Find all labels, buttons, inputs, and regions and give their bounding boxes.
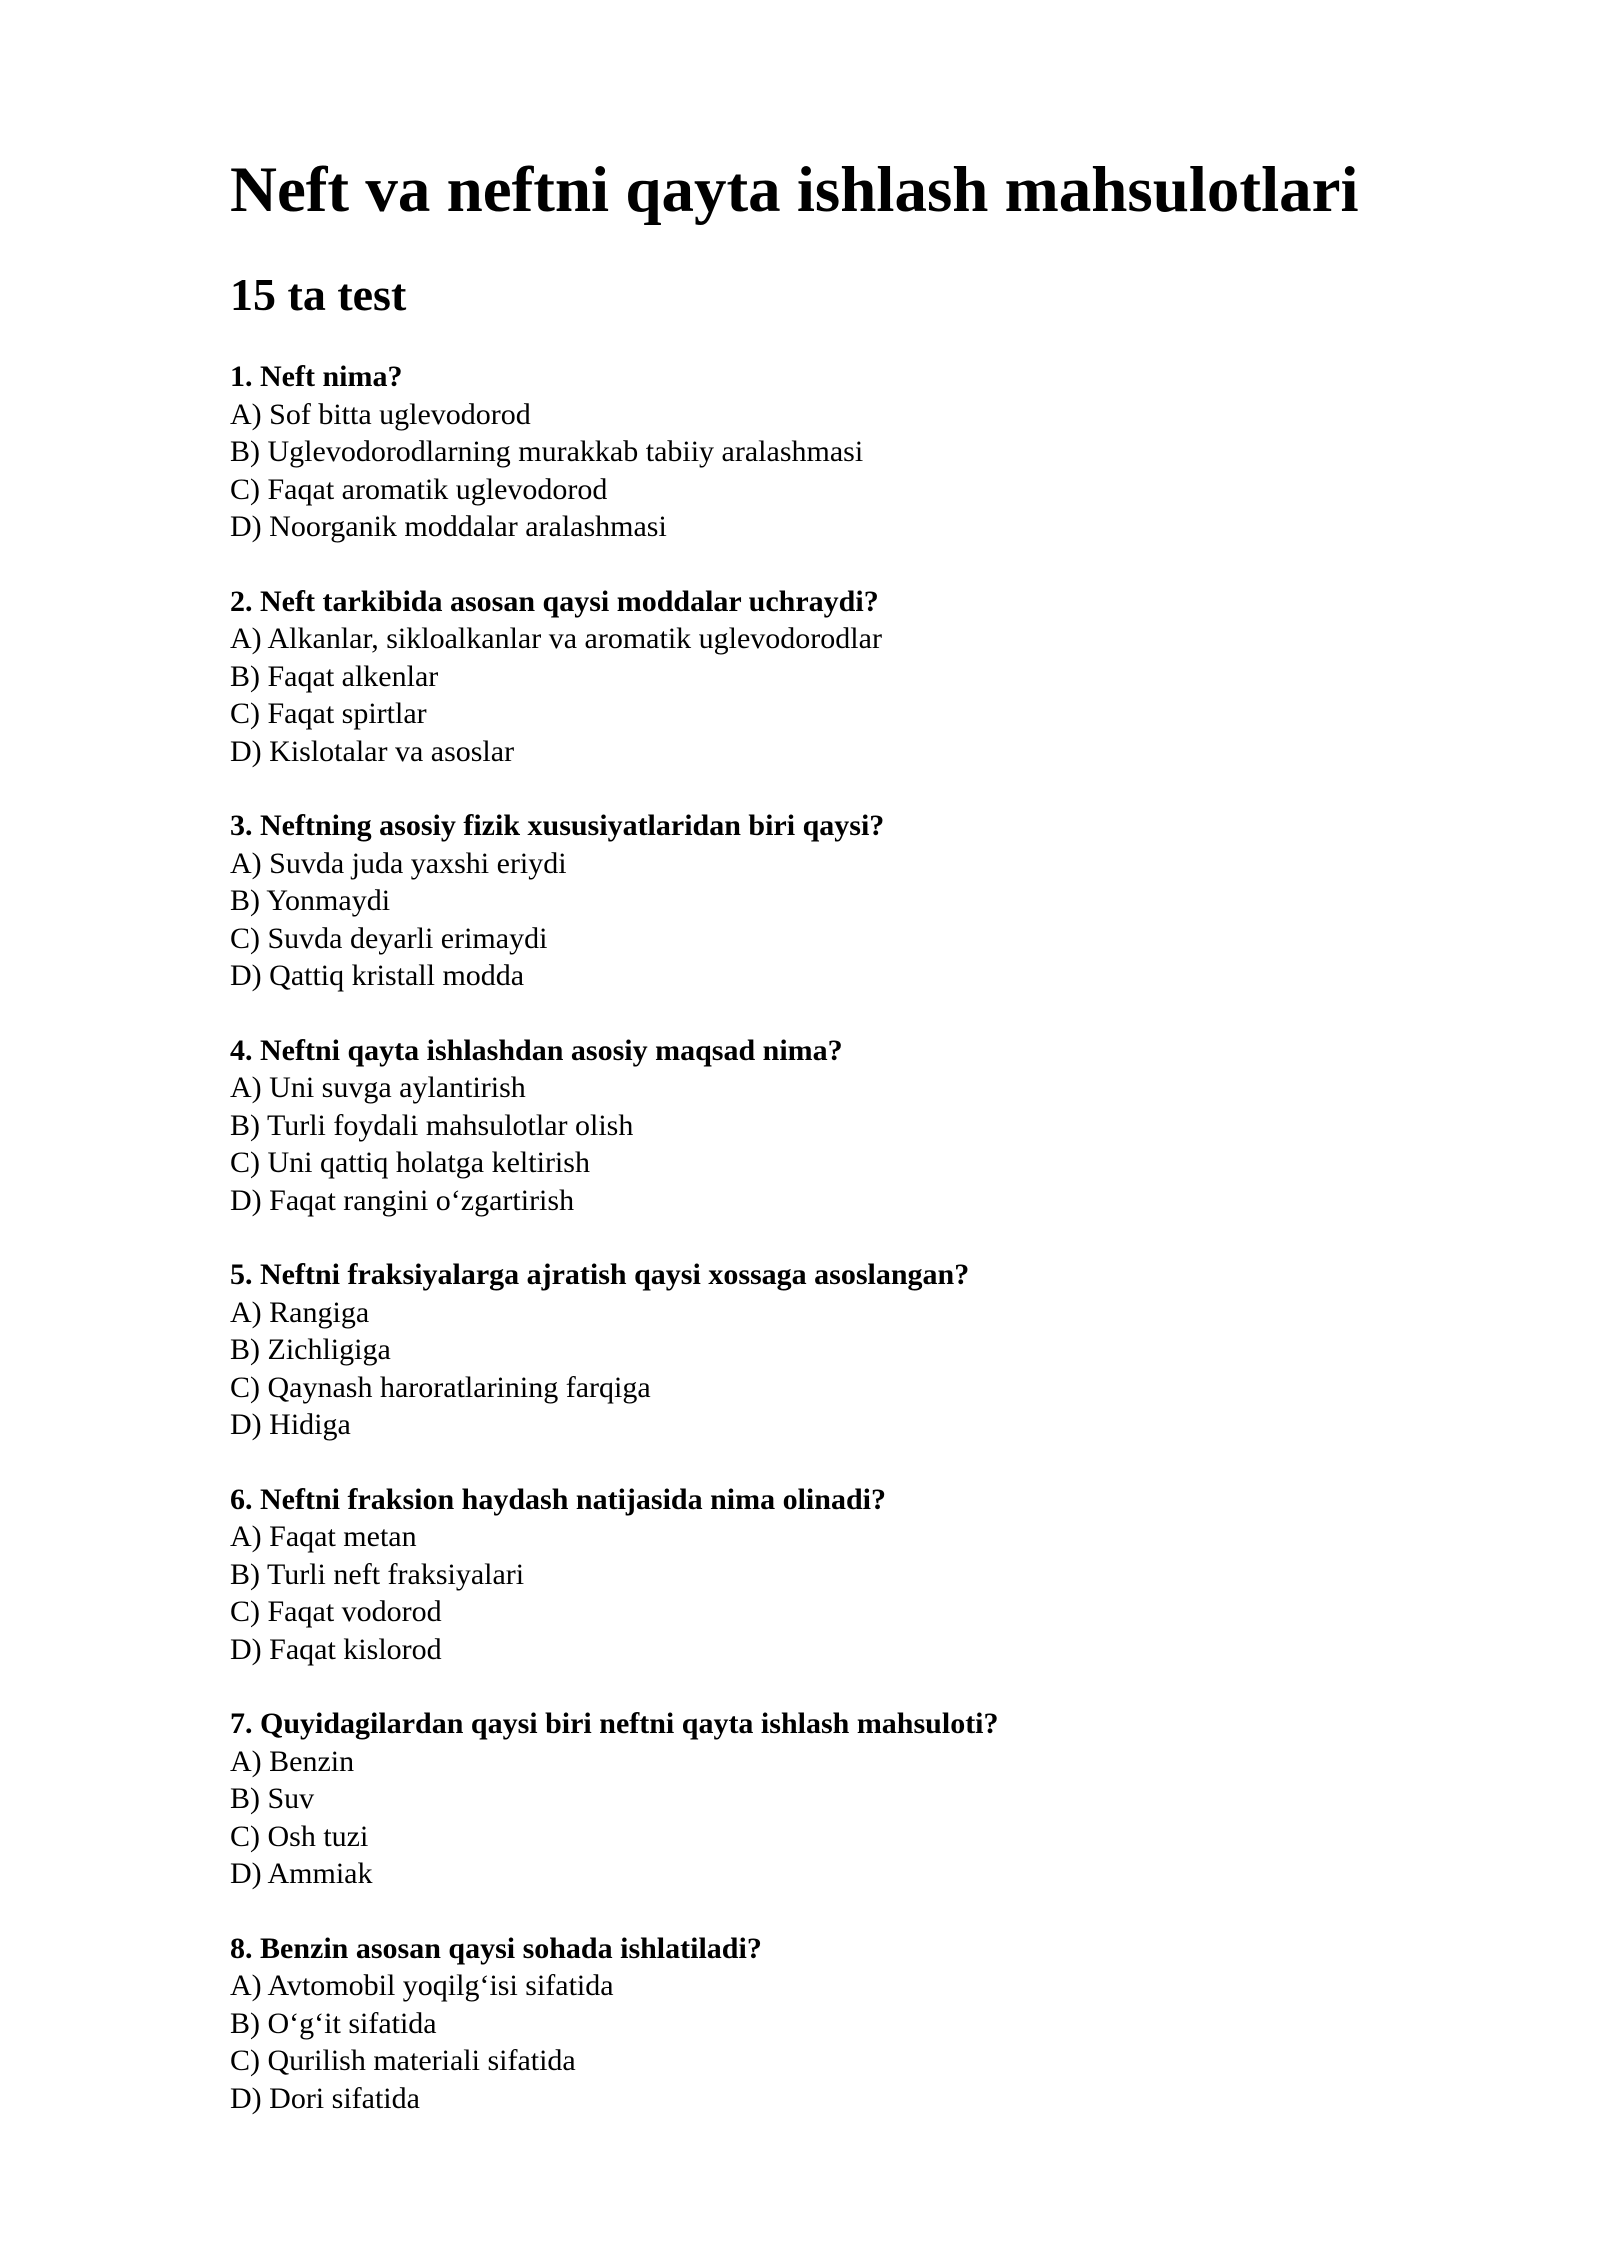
answer-option: D) Dori sifatida [230,2081,420,2115]
question-block [230,807,1430,995]
answer-option: D) Ammiak [230,1857,373,1890]
question-block [230,1481,1430,1669]
answer-option: C) Faqat spirtlar [230,697,427,730]
question-text: 4. Neftni qayta ishlashdan asosiy maqsad nima? [230,1033,843,1067]
answer-option: D) Faqat kislorod [230,1632,442,1666]
document-title: Neft va neftni qayta ishlash mahsulotlari [230,154,1359,226]
answer-option: A) Uni suvga aylantirish [230,1071,526,1104]
answer-option: A) Faqat metan [230,1520,417,1553]
answer-option: A) Suvda juda yaxshi eriydi [230,846,567,880]
answer-option: B) Turli neft fraksiyalari [230,1557,525,1591]
answer-option: C) Suvda deyarli erimaydi [230,921,548,955]
answer-option: A) Benzin [230,1744,355,1778]
answer-option: C) Qaynash haroratlarining farqiga [230,1370,651,1404]
answer-option: C) Faqat vodorod [230,1595,442,1628]
question-block [230,1256,1430,1444]
answer-option: B) O‘g‘it sifatida [230,2006,437,2040]
document-subtitle: 15 ta test [230,269,407,320]
answer-option: A) Sof bitta uglevodorod [230,397,531,431]
answer-option: A) Rangiga [230,1295,370,1329]
answer-option: D) Qattiq kristall modda [230,959,525,992]
question-text: 8. Benzin asosan qaysi sohada ishlatiladi? [230,1931,762,1965]
question-text: 1. Neft nima? [230,360,403,393]
question-text: 2. Neft tarkibida asosan qaysi moddalar uchraydi? [230,584,879,618]
answer-option: A) Avtomobil yoqilg‘isi sifatida [230,1969,614,2002]
question-block [230,1705,1430,1893]
question-block [230,1032,1430,1220]
question-text: 6. Neftni fraksion haydash natijasida nima olinadi? [230,1482,886,1516]
question-block [230,583,1430,771]
answer-option: D) Kislotalar va asoslar [230,734,515,768]
answer-option: C) Osh tuzi [230,1819,369,1853]
answer-option: A) Alkanlar, sikloalkanlar va aromatik uglevodorodlar [230,622,882,655]
question-text: 5. Neftni fraksiyalarga ajratish qaysi xossaga asoslangan? [230,1258,970,1291]
answer-option: B) Turli foydali mahsulotlar olish [230,1108,634,1142]
answer-option: B) Yonmaydi [230,884,391,917]
answer-option: D) Faqat rangini o‘zgartirish [230,1183,575,1217]
answer-option: C) Faqat aromatik uglevodorod [230,472,608,506]
answer-option: C) Qurilish materiali sifatida [230,2044,576,2077]
question-block [230,358,1430,546]
question-text: 3. Neftning asosiy fizik xususiyatlaridan biri qaysi? [230,809,885,842]
answer-option: B) Faqat alkenlar [230,659,439,693]
question-text: 7. Quyidagilardan qaysi biri neftni qayta ishlash mahsuloti? [230,1707,999,1740]
answer-option: B) Suv [230,1782,315,1815]
answer-option: D) Hidiga [230,1408,351,1441]
question-list [230,358,1430,2154]
answer-option: C) Uni qattiq holatga keltirish [230,1146,590,1179]
answer-option: B) Uglevodorodlarning murakkab tabiiy aralashmasi [230,435,864,468]
answer-option: B) Zichligiga [230,1333,391,1366]
answer-option: D) Noorganik moddalar aralashmasi [230,510,667,543]
question-block [230,1930,1430,2118]
